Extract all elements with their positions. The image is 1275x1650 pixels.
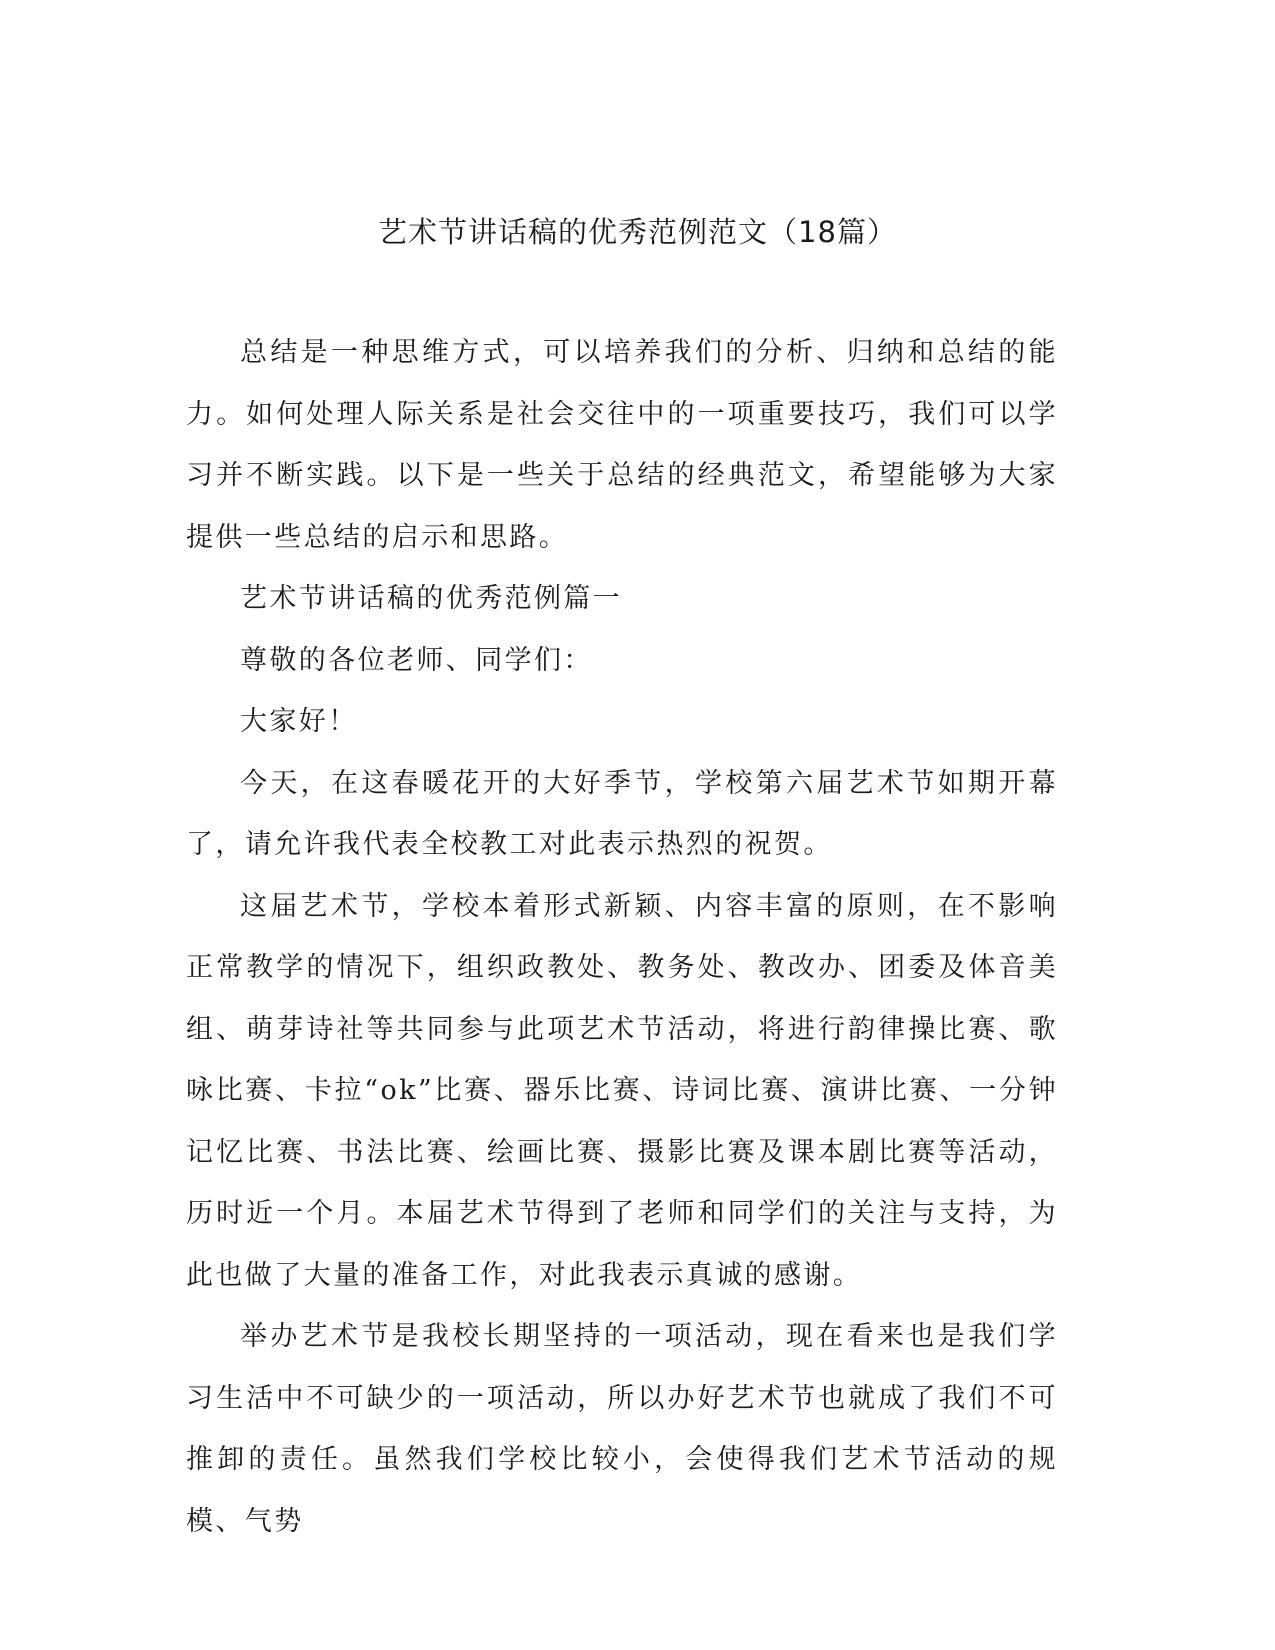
document-title: 艺术节讲话稿的优秀范例范文（18篇） [378,215,897,249]
paragraph-intro: 总结是一种思维方式，可以培养我们的分析、归纳和总结的能力。如何处理人际关系是社会交往中的一项重要技巧，我们可以学习并不断实践。以下是一些关于总结的经典范文，希望能够为大家提供一些总结的启示和思路。 [186,337,1058,553]
paragraph-activities: 这届艺术节，学校本着形式新颖、内容丰富的原则，在不影响正常教学的情况下，组织政教处、教务处、教改办、团委及体音美组、萌芽诗社等共同参与此项艺术节活动，将进行韵律操比赛、歌咏比赛、卡拉“ok”比赛、器乐比赛、诗词比赛、演讲比赛、一分钟记忆比赛、书法比赛、绘画比赛、摄影比赛及课本剧比赛等活动，历时近一个月。本届艺术节得到了老师和同学们的关注与支持，为此也做了大量的准备工作，对此我表示真诚的感谢。 [186,890,1058,1291]
salutation: 尊敬的各位老师、同学们： [240,644,593,676]
greeting: 大家好！ [240,706,358,737]
section-heading: 艺术节讲话稿的优秀范例篇一 [240,583,623,614]
document-body [186,322,1058,1552]
paragraph-responsibility: 举办艺术节是我校长期坚持的一项活动，现在看来也是我们学习生活中不可缺少的一项活动，所以办好艺术节也就成了我们不可推卸的责任。虽然我们学校比较小，会使得我们艺术节活动的规模、气势 [186,1321,1058,1537]
paragraph-opening: 今天，在这春暖花开的大好季节，学校第六届艺术节如期开幕了，请允许我代表全校教工对此表示热烈的祝贺。 [186,767,1058,860]
